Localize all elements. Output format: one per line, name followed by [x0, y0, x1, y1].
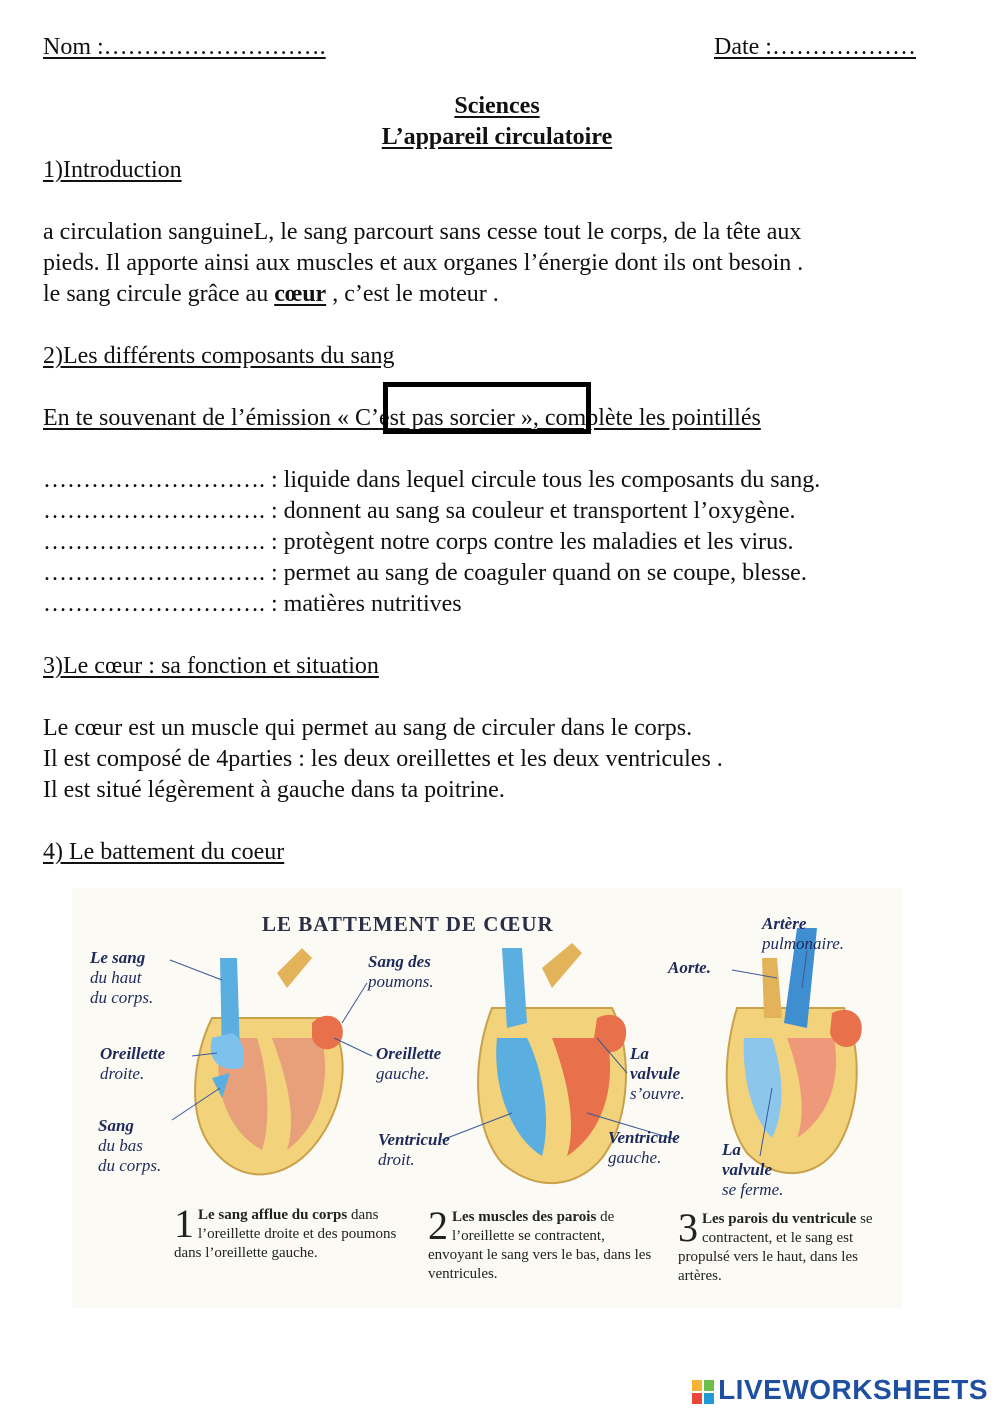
- label-sang-bas: [98, 1116, 161, 1176]
- label-ventricule-droit-line1: droit.: [378, 1150, 415, 1169]
- caption-1-text: dans l’oreillette droite et des poumons dans l’oreillette gauche.: [174, 1207, 397, 1261]
- label-ventricule-droit-bold: Ventricule: [378, 1130, 450, 1149]
- caption-2-bold: Les muscles des parois: [452, 1209, 597, 1225]
- intro-line-3: [43, 279, 499, 309]
- liveworksheets-icon: [692, 1380, 714, 1404]
- intro-line-2: pieds. Il apporte ainsi aux muscles et aux organes l’énergie dont ils ont besoin .: [43, 250, 804, 276]
- label-sang-bas-bold: Sang: [98, 1116, 134, 1135]
- blank-globules-rouges[interactable]: ………………………. : donnent au sang sa couleur et transportent l’oxygène.: [43, 498, 796, 524]
- label-sang-haut-bold: Le sang: [90, 948, 146, 967]
- label-oreillette-droite-line1: droite.: [100, 1064, 145, 1083]
- label-ventricule-droit: [378, 1130, 450, 1170]
- heart-line-2: Il est composé de 4parties : les deux oreillettes et les deux ventricules .: [43, 746, 723, 772]
- label-ventricule-gauche: [608, 1128, 680, 1168]
- label-aorte: [668, 958, 711, 978]
- label-valvule-ferme-line1: se ferme.: [722, 1180, 784, 1199]
- highlight-box: [383, 382, 591, 434]
- caption-step-1: [174, 1201, 399, 1263]
- section2-heading: 2)Les différents composants du sang: [43, 343, 395, 369]
- label-artere-bold: Artère: [762, 914, 807, 933]
- name-field[interactable]: Nom :……………………….: [43, 34, 326, 60]
- instruction-text: En te souvenant de l’émission « C’est pas sorcier », complète les pointillés: [43, 405, 761, 431]
- section1-heading: 1)Introduction: [43, 157, 182, 183]
- blank-plaquettes[interactable]: ………………………. : permet au sang de coaguler quand on se coupe, blesse.: [43, 560, 807, 586]
- intro-line-3-start: le sang circule grâce au: [43, 281, 275, 307]
- caption-3-text: se contractent, et le sang est propulsé vers le haut, dans les artères.: [678, 1211, 873, 1284]
- label-sang-poumons-line1: poumons.: [368, 972, 434, 991]
- label-valvule-ferme-bold2: valvule: [722, 1160, 773, 1179]
- label-ventricule-gauche-line1: gauche.: [608, 1148, 662, 1167]
- page-title: L’appareil circulatoire: [381, 124, 613, 150]
- caption-2-number: 2: [428, 1203, 448, 1248]
- heart-line-1: Le cœur est un muscle qui permet au sang de circuler dans le corps.: [43, 715, 693, 741]
- heart-line-3: Il est situé légèrement à gauche dans ta poitrine.: [43, 777, 505, 803]
- blank-globules-blancs[interactable]: ………………………. : protègent notre corps contre les maladies et les virus.: [43, 529, 794, 555]
- caption-step-3: [678, 1205, 902, 1286]
- brand-text: LIVEWORKSHEETS: [718, 1374, 988, 1405]
- label-ventricule-gauche-bold: Ventricule: [608, 1128, 680, 1147]
- caption-1-bold: Le sang afflue du corps: [198, 1207, 348, 1223]
- figure-title: LE BATTEMENT DE CŒUR: [262, 912, 554, 936]
- coeur-keyword: cœur: [274, 281, 327, 307]
- label-valvule-ouvre-bold1: La: [630, 1044, 649, 1063]
- section3-heading: 3)Le cœur : sa fonction et situation: [43, 653, 379, 679]
- caption-step-2: [428, 1203, 653, 1284]
- caption-3-number: 3: [678, 1205, 698, 1250]
- label-sang-poumons-bold: Sang des: [368, 952, 431, 971]
- section4-heading: 4) Le battement du coeur: [43, 839, 285, 865]
- caption-1-number: 1: [174, 1201, 194, 1246]
- label-sang-haut-line1: du haut: [90, 968, 142, 987]
- intro-line-1: a circulation sanguineL, le sang parcourt sans cesse tout le corps, de la tête aux: [43, 219, 802, 245]
- label-artere-pulmonaire: [762, 914, 844, 954]
- label-sang-haut: [90, 948, 153, 1008]
- subject-title: Sciences: [454, 93, 540, 119]
- blank-nutriments[interactable]: ………………………. : matières nutritives: [43, 591, 462, 617]
- label-oreillette-gauche: [376, 1044, 441, 1084]
- label-sang-bas-line2: du corps.: [98, 1156, 162, 1175]
- label-oreillette-droite: [100, 1044, 165, 1084]
- label-artere-line1: pulmonaire.: [762, 934, 845, 953]
- label-valvule-ouvre-bold2: valvule: [630, 1064, 681, 1083]
- label-oreillette-gauche-bold: Oreillette: [376, 1044, 442, 1063]
- label-oreillette-gauche-line1: gauche.: [376, 1064, 430, 1083]
- caption-3-bold: Les parois du ventricule: [702, 1211, 857, 1227]
- label-sang-bas-line1: du bas: [98, 1136, 143, 1155]
- label-valvule-ouvre-line1: s’ouvre.: [630, 1084, 685, 1103]
- liveworksheets-logo: [692, 1374, 988, 1406]
- heartbeat-figure: [72, 888, 902, 1308]
- blank-plasma[interactable]: ………………………. : liquide dans lequel circule tous les composants du sang.: [43, 467, 821, 493]
- label-valvule-ouvre: [630, 1044, 685, 1104]
- intro-line-3-end: , c’est le moteur .: [326, 281, 499, 307]
- label-aorte-bold: Aorte.: [668, 958, 711, 977]
- label-sang-haut-line2: du corps.: [90, 988, 154, 1007]
- date-field[interactable]: Date :………………: [714, 34, 916, 60]
- label-sang-poumons: [368, 952, 434, 992]
- caption-2-text: de l’oreillette se contractent, envoyant le sang vers le bas, dans les ventricules.: [428, 1209, 652, 1282]
- label-valvule-ferme-bold1: La: [722, 1140, 741, 1159]
- label-valvule-ferme: [722, 1140, 783, 1200]
- label-oreillette-droite-bold: Oreillette: [100, 1044, 166, 1063]
